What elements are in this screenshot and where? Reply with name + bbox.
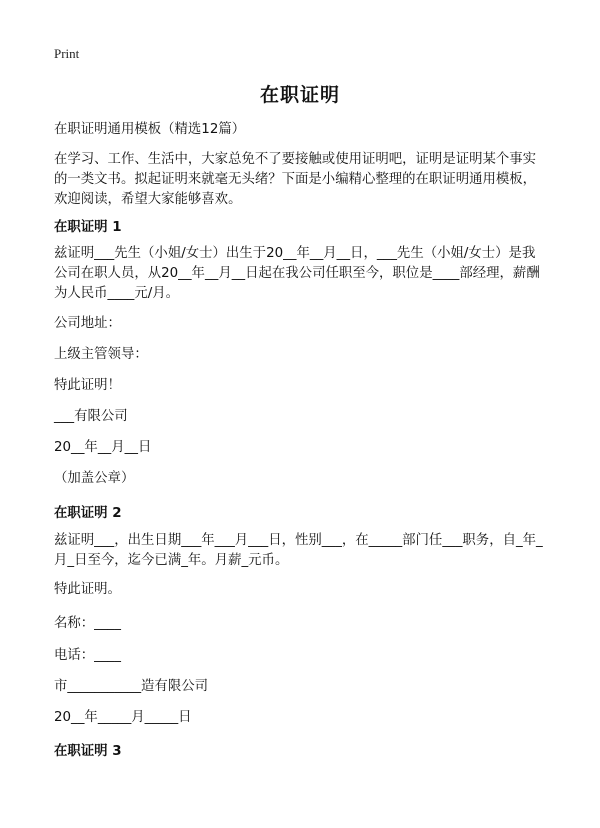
section-1-heading: 在职证明 1 bbox=[54, 220, 122, 235]
certification-line: 特此证明！ bbox=[54, 378, 121, 393]
section-1-body: 兹证明___先生（小姐/女士）出生于20__年__月__日，___先生（小姐/女士）是我公司在职人员，从20__年__月__日起在我公司任职至今，职位是____部经理，薪酬为人民币____元/月。 bbox=[54, 246, 540, 301]
document-subtitle: 在职证明通用模板（精选12篇） bbox=[54, 122, 246, 137]
print-link[interactable]: Print bbox=[54, 46, 80, 61]
section-3-heading: 在职证明 3 bbox=[54, 744, 122, 759]
company-line-2: 市___________造有限公司 bbox=[54, 679, 208, 694]
company-name-line: ___有限公司 bbox=[54, 409, 128, 424]
date-line: 20__年__月__日 bbox=[54, 440, 152, 455]
company-address-line: 公司地址： bbox=[54, 316, 121, 331]
certification-line-2: 特此证明。 bbox=[54, 582, 121, 597]
phone-line: 电话：____ bbox=[54, 648, 121, 663]
date-line-2: 20__年_____月_____日 bbox=[54, 710, 192, 725]
supervisor-line: 上级主管领导： bbox=[54, 347, 148, 362]
section-2-heading: 在职证明 2 bbox=[54, 506, 122, 521]
name-line: 名称：____ bbox=[54, 616, 121, 631]
intro-paragraph: 在学习、工作、生活中，大家总免不了要接触或使用证明吧，证明是证明某个事实的一类文书。拟起证明来就毫无头绪？下面是小编精心整理的在职证明通用模板，欢迎阅读，希望大家能够喜欢。 bbox=[54, 152, 537, 207]
section-2-body: 兹证明___，出生日期___年___月___日，性别___，在_____部门任___职务，自_年_月_日至今，迄今已满_年。月薪_元币。 bbox=[54, 533, 543, 568]
document-title: 在职证明 bbox=[259, 84, 340, 106]
seal-note: （加盖公章） bbox=[54, 471, 135, 486]
